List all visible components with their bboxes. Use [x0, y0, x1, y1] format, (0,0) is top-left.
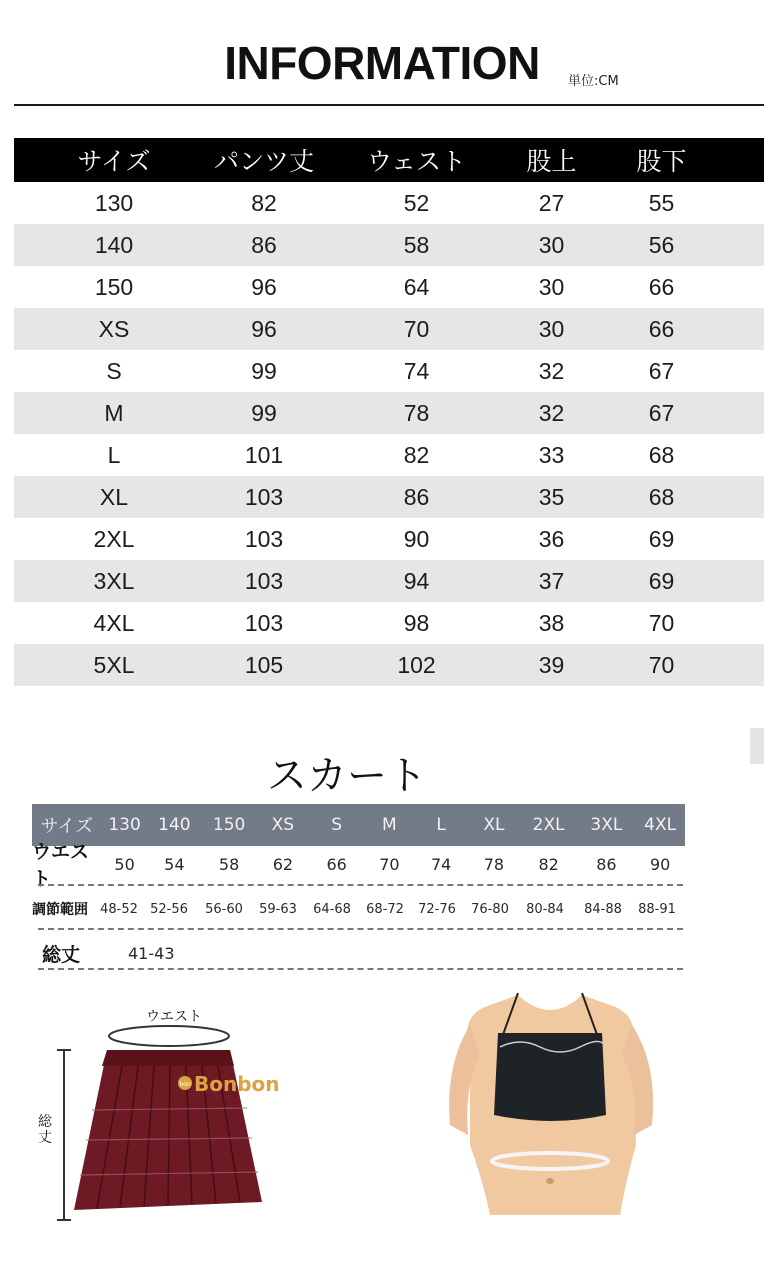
table-row [14, 266, 764, 308]
cell-waist: 58 [403, 231, 430, 258]
divider [38, 968, 683, 970]
skirt-size-cell: 2XL [532, 815, 565, 835]
cell-pants-length: 99 [251, 399, 277, 426]
cell-pants-length: 103 [244, 609, 284, 636]
skirt-size-cell: 140 [158, 815, 191, 835]
cell-pants-length: 101 [244, 441, 284, 468]
skirt-adjust-cell: 68-72 [366, 901, 404, 917]
unit-label: 単位:CM [568, 74, 619, 89]
waist-measure-ellipse [109, 1026, 229, 1046]
brand-watermark: Bonbon [194, 1072, 280, 1096]
cell-size: 5XL [93, 651, 135, 678]
cell-rise: 36 [538, 525, 565, 552]
cell-size: 140 [94, 231, 134, 258]
cell-waist: 64 [403, 273, 430, 300]
skirt-waist-cell: 90 [649, 854, 671, 874]
cell-pants-length: 103 [244, 483, 284, 510]
skirt-length-label: 総丈 [42, 943, 81, 966]
cell-inseam: 66 [648, 273, 675, 300]
header-pants-length: パンツ丈 [214, 147, 315, 176]
table-row [14, 224, 764, 266]
cell-size: 3XL [93, 567, 135, 594]
skirt-waist-cell: 82 [538, 854, 559, 874]
skirt-adjust-cell: 48-52 [100, 901, 138, 917]
cell-inseam: 68 [648, 441, 675, 468]
cell-size: 4XL [93, 609, 135, 636]
skirt-size-label: サイズ [40, 816, 94, 837]
cell-waist: 78 [403, 399, 430, 426]
skirt-size-cell: 3XL [590, 815, 623, 835]
cell-size: L [107, 441, 121, 468]
skirt-adjust-row [32, 894, 685, 924]
skirt-waist-cell: 54 [164, 854, 185, 874]
cell-waist: 70 [403, 315, 430, 342]
header-waist: ウェスト [366, 147, 466, 176]
cell-rise: 35 [538, 483, 565, 510]
cell-rise: 32 [538, 357, 565, 384]
skirt-illustration [52, 1020, 312, 1230]
tube-top [494, 1033, 606, 1121]
skirt-waist-cell: 62 [272, 854, 294, 874]
cell-size: 130 [94, 189, 134, 216]
waist-label: ウエスト [146, 1009, 202, 1025]
header-rise: 股上 [526, 147, 577, 176]
skirt-adjust-cell: 52-56 [150, 901, 188, 917]
header-inseam: 股下 [636, 147, 687, 176]
cell-rise: 30 [538, 273, 565, 300]
length-label: 総丈 [38, 1114, 52, 1146]
header-size: サイズ [77, 147, 151, 176]
skirt-size-cell: 4XL [644, 815, 677, 835]
cell-waist: 90 [403, 525, 430, 552]
cell-inseam: 69 [648, 567, 675, 594]
cell-rise: 27 [538, 189, 565, 216]
skirt-adjust-cell: 72-76 [418, 901, 456, 917]
cell-waist: 82 [403, 441, 430, 468]
cell-pants-length: 103 [244, 567, 284, 594]
table-row [14, 434, 764, 476]
cell-rise: 33 [538, 441, 565, 468]
skirt-size-cell: S [331, 815, 343, 835]
cell-waist: 52 [403, 189, 430, 216]
cell-inseam: 67 [648, 399, 675, 426]
skirt-title: スカート [267, 753, 427, 799]
pants-size-table [14, 138, 764, 686]
skirt-waist-cell: 86 [596, 854, 617, 874]
table-row [14, 644, 764, 686]
skirt-adjust-cell: 88-91 [638, 901, 676, 917]
skirt-size-cell: 130 [108, 815, 141, 835]
cell-inseam: 70 [648, 651, 675, 678]
skirt-waist-cell: 70 [379, 854, 400, 874]
cell-pants-length: 82 [251, 189, 277, 216]
brand-badge-text: bon [179, 1081, 191, 1088]
cell-waist: 102 [397, 651, 436, 678]
skirt-length-value: 41-43 [128, 943, 175, 963]
cell-inseam: 67 [648, 357, 675, 384]
cell-size: XS [98, 315, 130, 342]
cell-rise: 30 [538, 315, 565, 342]
cell-rise: 37 [538, 567, 565, 594]
cell-size: 150 [94, 273, 134, 300]
cell-rise: 38 [538, 609, 565, 636]
skirt-length-row [32, 938, 685, 968]
skirt-waist-row [32, 841, 685, 890]
skirt-waist-cell: 50 [114, 854, 135, 874]
skirt-size-cell: M [382, 815, 397, 835]
skirt-adjust-label: 調節範囲 [32, 902, 88, 918]
skirt-size-cell: XS [271, 815, 295, 835]
skirt-waist-label: ウエスト [32, 841, 90, 890]
cell-inseam: 66 [648, 315, 675, 342]
cell-inseam: 68 [648, 483, 675, 510]
body-illustration [440, 985, 660, 1215]
cell-rise: 30 [538, 231, 565, 258]
cell-pants-length: 86 [251, 231, 277, 258]
skirt-adjust-cell: 80-84 [526, 901, 564, 917]
skirt-waist-cell: 74 [430, 854, 452, 874]
table-row [14, 392, 764, 434]
skirt-waist-cell: 78 [483, 854, 505, 874]
scrollbar[interactable] [750, 728, 764, 764]
cell-size: S [106, 357, 122, 384]
skirt-waist-cell: 58 [218, 854, 240, 874]
table-row [14, 476, 764, 518]
cell-waist: 74 [403, 357, 430, 384]
cell-pants-length: 103 [244, 525, 284, 552]
cell-size: XL [99, 483, 129, 510]
cell-inseam: 55 [648, 189, 675, 216]
skirt-size-cell: L [436, 815, 446, 835]
page-title: INFORMATION [224, 37, 540, 89]
cell-waist: 86 [403, 483, 430, 510]
table-row [14, 182, 764, 224]
skirt-size-cell: 150 [212, 815, 246, 835]
skirt-adjust-cell: 59-63 [259, 901, 297, 917]
cell-inseam: 69 [648, 525, 675, 552]
cell-pants-length: 99 [251, 357, 277, 384]
divider [38, 884, 683, 886]
skirt-adjust-cell: 64-68 [313, 901, 351, 917]
cell-size: 2XL [93, 525, 135, 552]
divider [38, 928, 683, 930]
title-divider [14, 104, 764, 106]
cell-size: M [104, 399, 124, 426]
skirt-adjust-cell: 56-60 [205, 901, 243, 917]
skirt-adjust-cell: 76-80 [471, 901, 509, 917]
table-header [14, 138, 764, 182]
table-row [14, 602, 764, 644]
table-row [14, 560, 764, 602]
cell-rise: 39 [538, 651, 565, 678]
cell-pants-length: 96 [251, 315, 277, 342]
cell-rise: 32 [538, 399, 565, 426]
skirt-size-cell: XL [483, 815, 505, 835]
skirt-adjust-cell: 84-88 [584, 901, 622, 917]
skirt-size-header [32, 804, 685, 846]
cell-inseam: 56 [648, 231, 675, 258]
cell-pants-length: 105 [244, 651, 284, 678]
skirt-waist-cell: 66 [326, 854, 347, 874]
cell-pants-length: 96 [251, 273, 277, 300]
table-row [14, 350, 764, 392]
table-row [14, 308, 764, 350]
cell-waist: 94 [403, 567, 430, 594]
table-row [14, 518, 764, 560]
cell-waist: 98 [403, 609, 430, 636]
cell-inseam: 70 [648, 609, 675, 636]
